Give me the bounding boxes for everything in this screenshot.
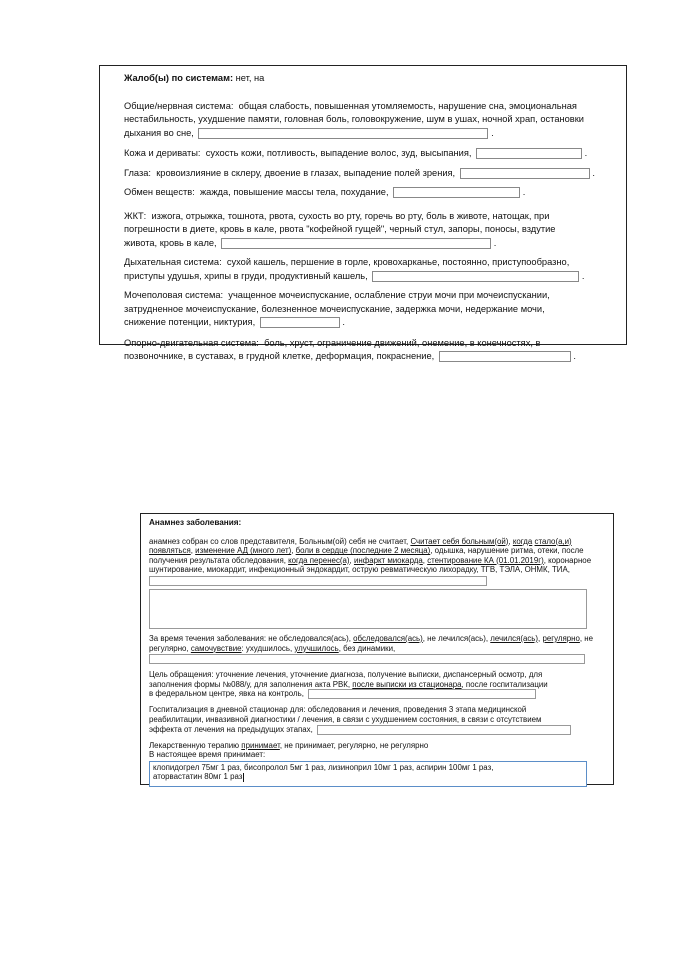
history-text[interactable]: анамнез собран со слов представителя, Больным(ой) себя не считает, — [149, 536, 409, 546]
history-text: , — [190, 546, 193, 556]
history-text: , — [422, 555, 425, 565]
section-options[interactable]: живота, кровь в кале, — [124, 237, 217, 248]
drug-therapy-options — [149, 741, 613, 760]
section-respiratory: Дыхательная система: сухой кашель, першение в горле, кровохарканье, постоянно, приступообразно, приступы удушья, хрипы в груди, продуктивный кашель, . — [124, 257, 585, 281]
text-cursor — [243, 773, 244, 782]
history-selected-option[interactable]: когда — [512, 536, 533, 546]
day-hospital-text[interactable]: эффекта от лечения на предыдущих этапах, — [149, 724, 313, 734]
history-text: , — [508, 536, 511, 546]
history-selected-option[interactable]: стало(а,и) появляться — [149, 536, 572, 556]
course-text[interactable]: : ухудшилось, — [241, 643, 293, 653]
history-text: , — [291, 546, 294, 556]
purpose-selected-option[interactable]: после выписки из стационара — [352, 679, 462, 689]
section-options[interactable]: позвоночнике, в суставах, в грудной клетке, деформация, покраснение, — [124, 351, 435, 361]
section-label: Опорно-двигательная система: — [124, 337, 259, 348]
disease-history-panel — [140, 513, 614, 785]
section-label: Кожа и дериваты: — [124, 148, 201, 158]
musculoskeletal-other-field[interactable] — [439, 351, 571, 362]
section-options[interactable]: приступы удушья, хрипы в груди, продуктивный кашель, — [124, 270, 368, 281]
course-selected-option[interactable]: улучшилось — [294, 643, 339, 653]
course-selected-option[interactable]: лечился(ась) — [490, 633, 539, 643]
history-notes-textarea[interactable] — [149, 589, 587, 629]
gi-other-field[interactable] — [221, 238, 491, 249]
drug-text[interactable]: Лекарственную терапию — [149, 740, 240, 750]
section-options[interactable]: учащенное мочеиспускание, ослабление струи мочи при мочеиспускании, — [228, 290, 550, 300]
section-options[interactable]: жажда, повышение массы тела, похудание, — [199, 187, 389, 197]
general-other-field[interactable] — [198, 128, 488, 139]
day-hospital-text[interactable]: Госпитализация в дневной стационар для: обследования и лечения, проведения 3 этапа медицинской — [149, 705, 527, 715]
urinary-other-field[interactable] — [260, 317, 340, 328]
section-options[interactable]: снижение потенции, никтурия, — [124, 317, 256, 327]
section-urinary: Мочеполовая система: учащенное мочеиспускание, ослабление струи мочи при мочеиспускании, затрудненное мочеиспускание, болезненное мочеиспускание, задержка мочи, недержание мочи, снижение потенции, никтурия, . — [124, 289, 626, 330]
section-options[interactable]: боль, хруст, ограничение движений, онемение, в конечностях, в — [264, 337, 541, 348]
course-selected-option[interactable]: регулярно — [542, 633, 580, 643]
history-selected-option[interactable]: боли в сердце (последние 2 месяца) — [295, 546, 431, 556]
history-selected-option[interactable]: Считает себя больным(ой) — [410, 536, 509, 546]
course-selected-option[interactable]: самочувствие — [190, 643, 242, 653]
section-label: ЖКТ: — [124, 210, 147, 221]
history-options — [149, 537, 613, 575]
history-other-field[interactable] — [149, 576, 487, 586]
section-metabolism: Обмен веществ: жажда, повышение массы тела, похудание, . — [124, 187, 526, 197]
section-options[interactable]: затрудненное мочеиспускание, болезненное мочеиспускание, задержка мочи, недержание мочи, — [124, 303, 545, 314]
section-skin: Кожа и дериваты: сухость кожи, потливость, выпадение волос, зуд, высыпания, . — [124, 148, 588, 158]
section-options[interactable]: изжога, отрыжка, тошнота, рвота, сухость во рту, горечь во рту, боль в животе, натощак, при — [151, 210, 550, 221]
drug-selected-option[interactable]: принимает — [241, 740, 280, 750]
course-text[interactable]: За время течения заболевания: не обследовался(ась), — [149, 633, 351, 643]
section-label: Глаза: — [124, 167, 152, 178]
skin-other-field[interactable] — [476, 148, 582, 159]
section-options[interactable]: нестабильность, ухудшение памяти, головная боль, головокружение, шум в ушах, ночной храп, остановки — [124, 114, 584, 124]
day-hospital-other-field[interactable] — [317, 725, 571, 735]
section-eyes: Глаза: кровоизлияние в склеру, двоение в глазах, выпадение полей зрения, . — [124, 167, 595, 178]
section-label: Мочеполовая система: — [124, 290, 224, 300]
complaints-panel — [99, 65, 627, 361]
section-options[interactable]: сухой кашель, першение в горле, кровохарканье, постоянно, приступообразно, — [226, 257, 570, 267]
medications-line: клопидогрел 75мг 1 раз, бисопролол 5мг 1 раз, лизиноприл 10мг 1 раз, аспирин 100мг 1 раз, — [153, 762, 494, 772]
medications-line: аторвастатин 80мг 1 раз — [153, 772, 243, 782]
history-selected-option[interactable]: стентирование КА (01.01.2019г) — [427, 555, 544, 565]
day-hospital-text[interactable]: реабилитации, инвазивной диагностики / лечения, в связи с ухудшением состояния, в связи с отсутствием — [149, 714, 542, 724]
complaints-title-options[interactable]: нет, на — [235, 73, 265, 83]
current-medications-textarea[interactable] — [149, 761, 587, 787]
section-label: Дыхательная система: — [124, 257, 222, 267]
eyes-other-field[interactable] — [460, 168, 590, 179]
purpose-other-field[interactable] — [308, 689, 536, 699]
section-label: Обмен веществ: — [124, 187, 195, 197]
history-text[interactable]: , коронарное шунтирование, миокардит, инфекционный эндокардит, острую — [149, 555, 592, 575]
course-text[interactable]: , не лечился(ась), — [422, 633, 489, 643]
complaints-title-label: Жалоб(ы) по системам: — [124, 73, 234, 83]
complaints-title — [124, 72, 626, 86]
history-text[interactable]: , одышка, нарушение — [430, 546, 509, 556]
respiratory-other-field[interactable] — [372, 271, 579, 282]
history-text[interactable]: ритма, отеки, после получения результата обследования, — [149, 546, 584, 565]
drug-text[interactable]: , не принимает, регулярно, не регулярно — [279, 740, 429, 750]
history-text[interactable]: ревматическую лихорадку, ТГВ, ТЭЛА, ОНМК, ТИА, — [380, 565, 570, 575]
course-text: , — [538, 633, 541, 643]
day-hospital-options — [149, 705, 613, 734]
course-other-field[interactable] — [149, 654, 585, 664]
purpose-text[interactable]: Цель обращения: уточнение лечения, уточнение диагноза, получение выписки, диспансерный осмотр, для — [149, 670, 543, 680]
section-options[interactable]: дыхания во сне, — [124, 127, 194, 138]
disease-history-title: Анамнез заболевания: — [149, 518, 242, 527]
section-options[interactable]: сухость кожи, потливость, выпадение волос, зуд, высыпания, — [205, 148, 472, 158]
history-text: , — [349, 555, 352, 565]
history-selected-option[interactable]: когда перенес(а) — [288, 555, 350, 565]
course-selected-option[interactable]: обследовался(ась) — [353, 633, 423, 643]
section-gi: ЖКТ: изжога, отрыжка, тошнота, рвота, сухость во рту, горечь во рту, боль в животе, натощак, при погрешности в диете, кровь в кале, рвота "кофейной гущей", черный стул, запоры, поносы, вздутие живота, кровь в кале, . — [124, 210, 626, 251]
section-musculoskeletal: Опорно-двигательная система: боль, хруст, ограничение движений, онемение, в конечностях, в позвоночнике, в суставах, в грудной клетке, деформация, покраснение, . — [124, 337, 576, 361]
section-options[interactable]: погрешности в диете, кровь в кале, рвота "кофейной гущей", черный стул, запоры, поносы, вздутие — [124, 224, 556, 234]
course-text[interactable]: , без динамики, — [338, 643, 396, 653]
purpose-text[interactable]: заполнения формы №088/у, для заполнения акта РВК, — [149, 679, 351, 689]
section-options[interactable]: кровоизлияние в склеру, двоение в глазах, выпадение полей зрения, — [156, 167, 456, 178]
metabolism-other-field[interactable] — [393, 187, 520, 198]
section-label: Общие/нервная система: — [124, 100, 234, 111]
section-general: Общие/нервная система: общая слабость, повышенная утомляемость, нарушение сна, эмоциональная нестабильность, ухудшение памяти, головная боль, головокружение, шум в ушах, ночной храп, остановки дыхания во сне, . — [124, 100, 626, 141]
course-options — [149, 634, 613, 653]
history-selected-option[interactable]: инфаркт миокарда — [353, 555, 423, 565]
current-medications-label: В настоящее время принимает: — [149, 750, 266, 760]
section-options[interactable]: общая слабость, повышенная утомляемость, нарушение сна, эмоциональная — [238, 100, 577, 111]
purpose-options — [149, 670, 613, 699]
purpose-text[interactable]: в федеральном центре, явка на контроль, — [149, 689, 304, 699]
purpose-text[interactable]: , после госпитализации — [461, 679, 548, 689]
course-text[interactable]: , не регулярно, — [149, 633, 594, 653]
history-selected-option[interactable]: изменение АД (много лет) — [195, 546, 292, 556]
